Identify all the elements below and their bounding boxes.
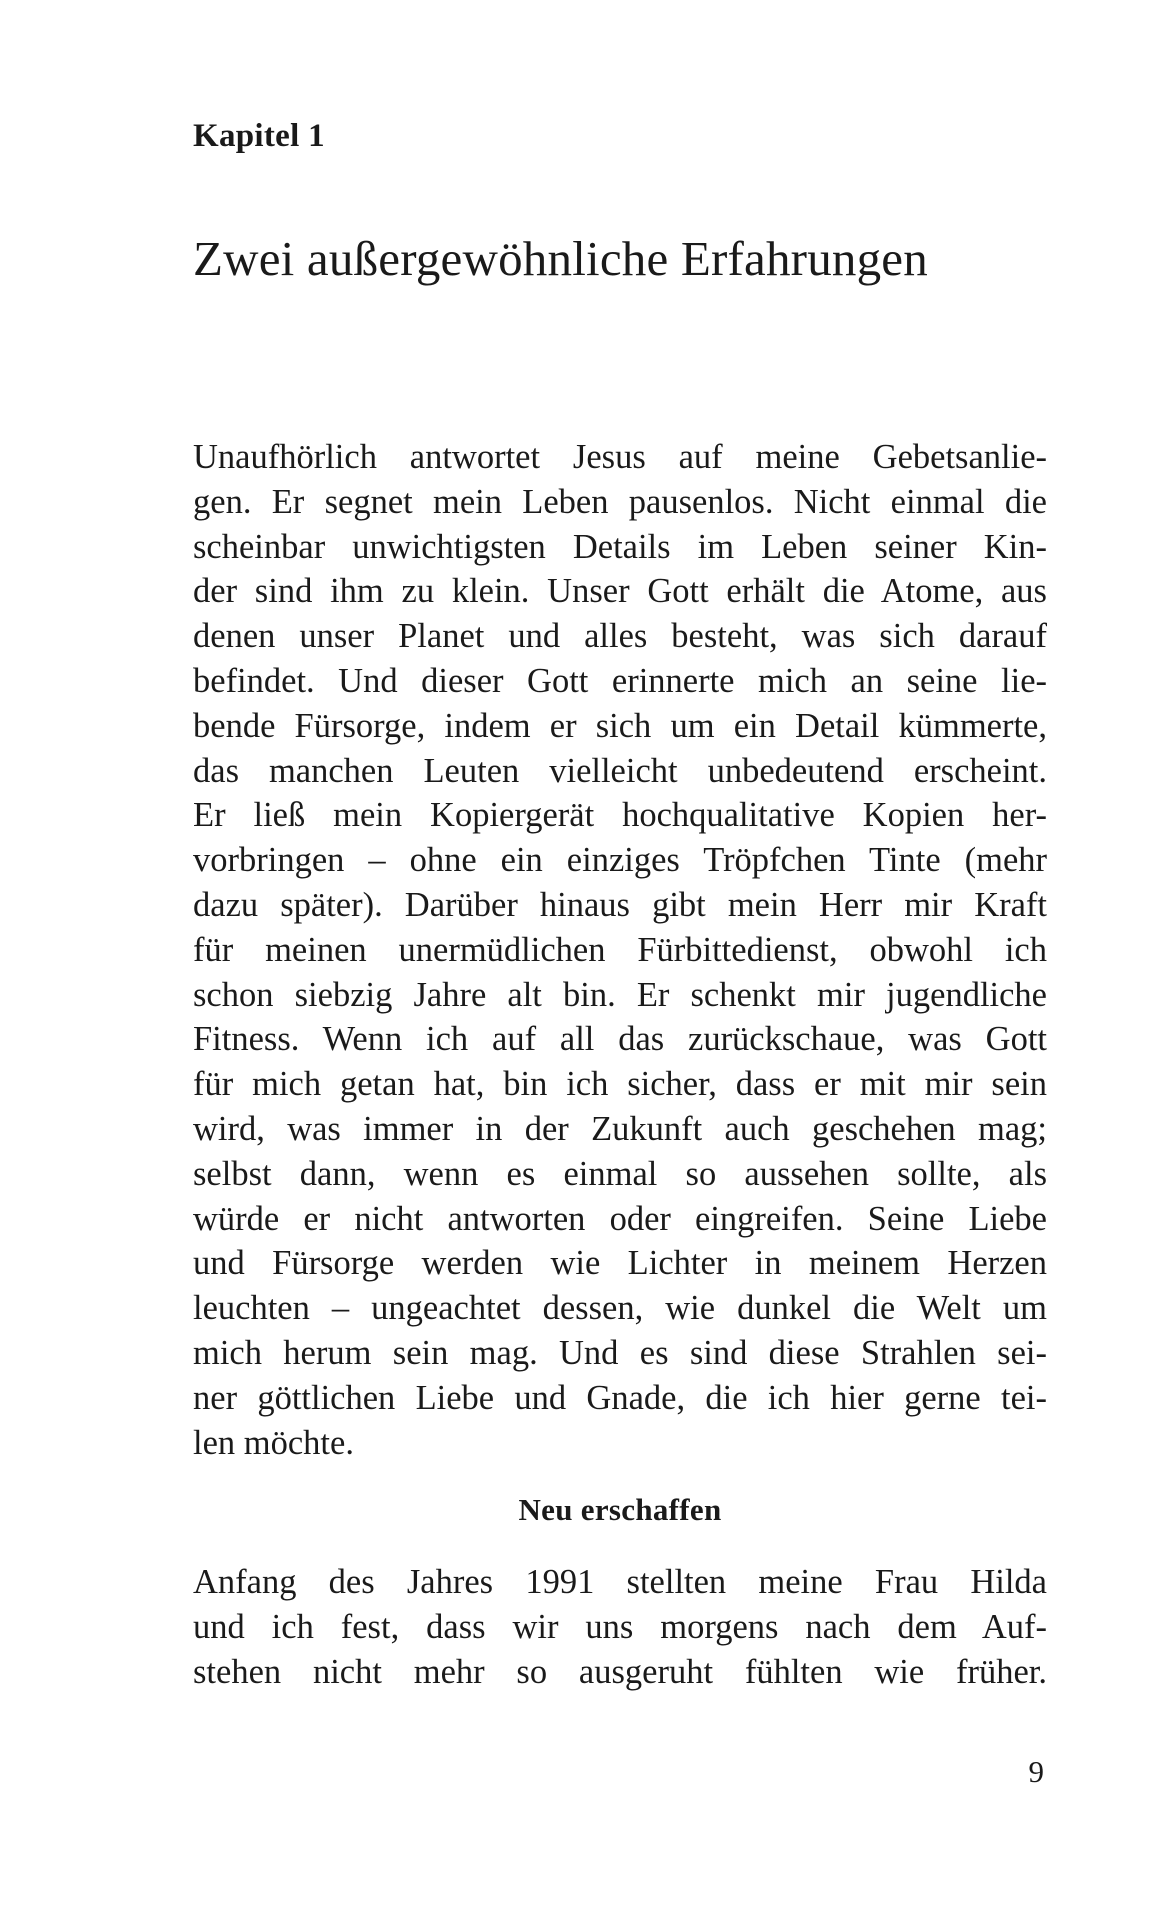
text-line: schon siebzig Jahre alt bin. Er schenkt mir jugendliche	[193, 975, 1047, 1014]
text-line: wird, was immer in der Zukunft auch geschehen mag;	[193, 1109, 1047, 1148]
text-line: scheinbar unwichtigsten Details im Leben seiner Kin-	[193, 527, 1047, 566]
text-line: befindet. Und dieser Gott erinnerte mich an seine lie-	[193, 661, 1047, 700]
section-heading: Neu erschaffen	[518, 1492, 722, 1527]
text-line: für meinen unermüdlichen Fürbittedienst, obwohl ich	[193, 930, 1047, 969]
text-line: len möchte.	[193, 1423, 354, 1462]
text-line: ner göttlichen Liebe und Gnade, die ich hier gerne tei-	[193, 1378, 1047, 1417]
body-paragraph-2	[193, 1560, 1047, 1694]
text-line: vorbringen – ohne ein einziges Tröpfchen Tinte (mehr	[193, 841, 1047, 880]
text-line: und Fürsorge werden wie Lichter in meinem Herzen	[193, 1244, 1047, 1283]
text-line: der sind ihm zu klein. Unser Gott erhält die Atome, aus	[193, 572, 1047, 611]
text-line: würde er nicht antworten oder eingreifen. Seine Liebe	[193, 1199, 1047, 1238]
text-line: Er ließ mein Kopiergerät hochqualitative Kopien her-	[193, 796, 1047, 835]
text-line: stehen nicht mehr so ausgeruht fühlten wie früher.	[193, 1652, 1047, 1691]
page-number: 9	[1028, 1754, 1044, 1789]
text-line: selbst dann, wenn es einmal so aussehen sollte, als	[193, 1154, 1047, 1193]
chapter-title: Zwei außergewöhnliche Erfahrungen	[193, 231, 928, 286]
text-line: bende Fürsorge, indem er sich um ein Detail kümmerte,	[193, 706, 1047, 745]
text-line: Anfang des Jahres 1991 stellten meine Frau Hilda	[193, 1563, 1047, 1601]
text-line: Unaufhörlich antwortet Jesus auf meine Gebetsanlie-	[193, 438, 1047, 476]
text-line: denen unser Planet und alles besteht, was sich darauf	[193, 617, 1047, 656]
text-line: das manchen Leuten vielleicht unbedeutend erscheint.	[193, 751, 1047, 790]
text-line: leuchten – ungeachtet dessen, wie dunkel die Welt um	[193, 1289, 1047, 1328]
text-line: und ich fest, dass wir uns morgens nach dem Auf-	[193, 1607, 1047, 1646]
text-line: gen. Er segnet mein Leben pausenlos. Nicht einmal die	[193, 482, 1047, 521]
text-line: Fitness. Wenn ich auf all das zurückschaue, was Gott	[193, 1020, 1047, 1059]
text-line: dazu später). Darüber hinaus gibt mein Herr mir Kraft	[193, 885, 1047, 924]
body-paragraph-1	[193, 435, 1047, 1465]
text-line: mich herum sein mag. Und es sind diese Strahlen sei-	[193, 1333, 1047, 1372]
text-line: für mich getan hat, bin ich sicher, dass er mit mir sein	[193, 1065, 1047, 1104]
chapter-label: Kapitel 1	[193, 118, 325, 154]
